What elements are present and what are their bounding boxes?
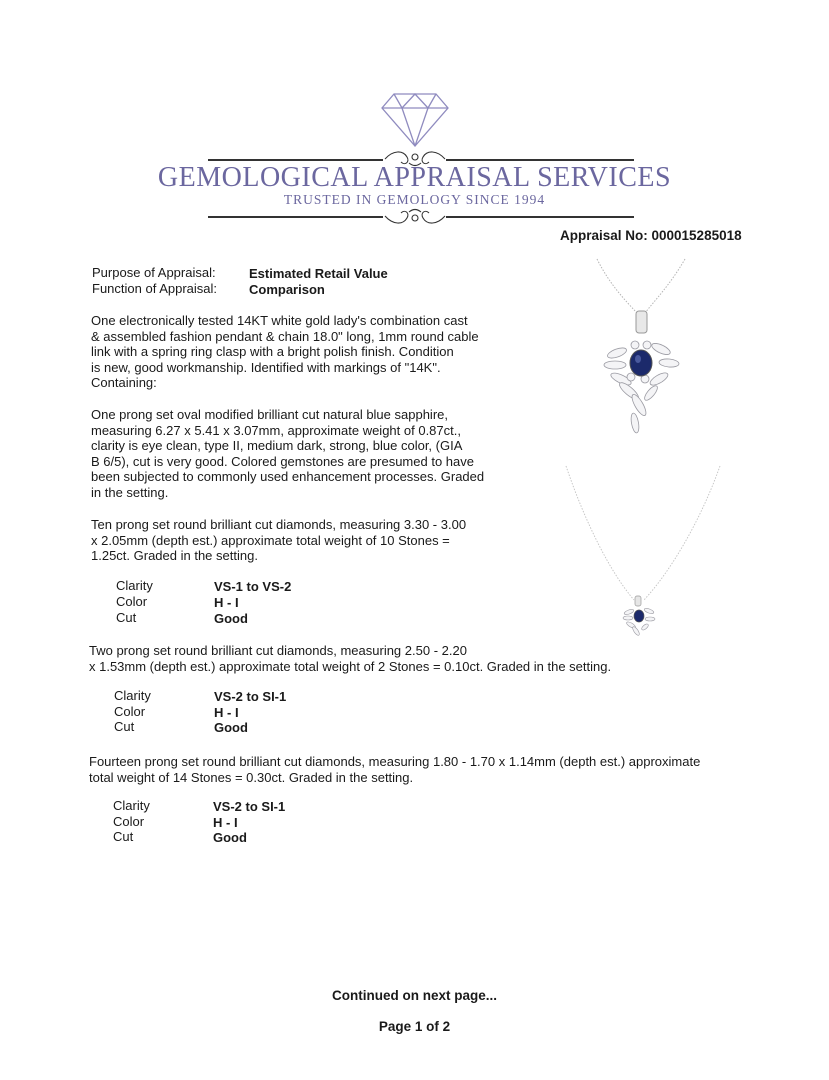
diamond-group-2-color-label: Color <box>114 704 146 719</box>
header-rule-right <box>446 159 634 161</box>
diamond-group-3-clarity: VS-2 to SI-1 <box>213 799 286 814</box>
purpose-value: Estimated Retail Value <box>249 266 388 281</box>
diamond-group-3-color-label: Color <box>113 814 145 829</box>
appraisal-number: Appraisal No: 000015285018 <box>560 228 742 243</box>
diamond-group-2-clarity: VS-2 to SI-1 <box>214 689 287 704</box>
diamond-group-1-cut: Good <box>214 611 248 626</box>
function-value: Comparison <box>249 282 325 297</box>
diamond-group-1-color: H - I <box>214 595 239 610</box>
diamond-group-3-description: Fourteen prong set round brilliant cut diamonds, measuring 1.80 - 1.70 x 1.14mm (depth est.) approximate total weight of 14 Stones = 0.30ct. Graded in the setting. <box>89 754 701 785</box>
diamond-group-2-cut: Good <box>214 720 248 735</box>
diamond-group-2-description: Two prong set round brilliant cut diamonds, measuring 2.50 - 2.20 x 1.53mm (depth est.) approximate total weight of 2 Stones = 0.10ct. Graded in the setting. <box>89 643 612 674</box>
diamond-group-3-cut-label: Cut <box>113 829 134 844</box>
header-rule-bottom-left <box>208 216 383 218</box>
header-rule-bottom-right <box>446 216 634 218</box>
sapphire-description: One prong set oval modified brilliant cut natural blue sapphire, measuring 6.27 x 5.41 x 3.07mm, approximate weight of 0.87ct., clarity is eye clean, type II, medium dark, strong, blue color, (GIA B 6/5), cut is very good. Colored gemstones are presumed to have been subjected to commonly used enhancement processes. Graded in the setting. <box>91 407 485 500</box>
purpose-label: Purpose of Appraisal: <box>92 265 216 280</box>
diamond-group-2-cut-label: Cut <box>114 719 135 734</box>
pendant-chain-photo <box>560 462 730 642</box>
diamond-group-1-description: Ten prong set round brilliant cut diamonds, measuring 3.30 - 3.00 x 2.05mm (depth est.) approximate total weight of 10 Stones = 1.25ct. Graded in the setting. <box>91 517 467 563</box>
pendant-closeup-photo <box>585 255 695 435</box>
diamond-group-3-color: H - I <box>213 815 238 830</box>
diamond-group-1-clarity-label: Clarity <box>116 578 153 593</box>
function-label: Function of Appraisal: <box>92 281 218 296</box>
diamond-group-3-cut: Good <box>213 830 247 845</box>
brand-name: GEMOLOGICAL APPRAISAL SERVICES <box>157 162 672 193</box>
page-number: Page 1 of 2 <box>378 1019 451 1034</box>
diamond-group-1-color-label: Color <box>116 594 148 609</box>
diamond-logo-icon <box>380 92 450 148</box>
diamond-group-1-clarity: VS-1 to VS-2 <box>214 579 292 594</box>
diamond-group-1-cut-label: Cut <box>116 610 137 625</box>
diamond-group-2-color: H - I <box>214 705 239 720</box>
brand-tagline: TRUSTED IN GEMOLOGY SINCE 1994 <box>283 192 546 207</box>
item-description: One electronically tested 14KT white gold lady's combination cast & assembled fashion pendant & chain 18.0" long, 1mm round cable link with a spring ring clasp with a bright polish finish. Condition is new, good workmanship. Identified with markings of "14K". Containing: <box>91 313 479 390</box>
diamond-group-3-clarity-label: Clarity <box>113 798 150 813</box>
continued-note: Continued on next page... <box>332 988 497 1003</box>
header-rule-left <box>208 159 383 161</box>
bottom-flourish-icon <box>383 205 447 227</box>
diamond-group-2-clarity-label: Clarity <box>114 688 151 703</box>
